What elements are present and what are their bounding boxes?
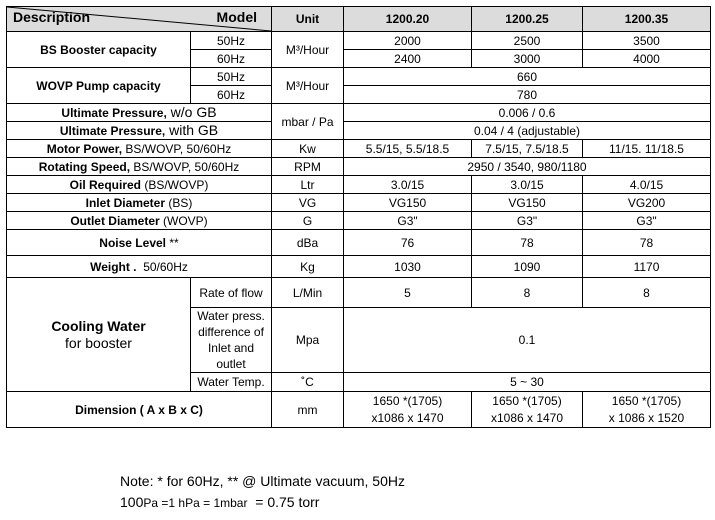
cooling-rate-row (7, 278, 711, 308)
note-line-1: Note: * for 60Hz, ** @ Ultimate vacuum, 50Hz (120, 473, 405, 489)
description-model-header (7, 7, 272, 32)
dimension-m1-line2: x1086 x 1470 (371, 410, 444, 425)
weight-main: Weight . (90, 259, 137, 274)
rate-of-flow-m3: 8 (583, 278, 711, 308)
weight-unit: Kg (272, 256, 344, 278)
oil-required-main: Oil Required (69, 177, 141, 192)
dimension-unit: mm (272, 392, 344, 428)
ultimate-wo-gb-main: Ultimate Pressure, (61, 106, 167, 120)
oil-required-row (7, 176, 711, 194)
description-header: Description (13, 9, 91, 25)
rate-of-flow-m2: 8 (472, 278, 583, 308)
dimension-m3 (583, 392, 711, 428)
ultimate-with-gb-value: 0.04 / 4 (adjustable) (344, 122, 711, 140)
weight-m2: 1090 (472, 256, 583, 278)
inlet-diameter-m2: VG150 (472, 194, 583, 212)
note-mbar: 1mbar (213, 496, 248, 510)
inlet-diameter-sub: (BS) (165, 195, 193, 210)
ultimate-with-gb-row (7, 122, 711, 140)
water-temp-label: Water Temp. (191, 373, 272, 392)
unit-header: Unit (272, 7, 344, 32)
bs-booster-60-m1: 2400 (344, 50, 472, 68)
dimension-row (7, 392, 711, 428)
outlet-diameter-main: Outlet Diameter (70, 213, 160, 228)
outlet-diameter-label (7, 212, 272, 230)
ultimate-with-gb-main: Ultimate Pressure, (59, 124, 166, 138)
header-row (7, 7, 711, 32)
model-3-header: 1200.35 (583, 7, 711, 32)
wovp-freq-60: 60Hz (191, 86, 272, 104)
wovp-unit: M³/Hour (272, 68, 344, 104)
oil-required-m3: 4.0/15 (583, 176, 711, 194)
ultimate-wo-gb-row (7, 104, 711, 122)
noise-level-m2: 78 (472, 230, 583, 256)
outlet-diameter-row (7, 212, 711, 230)
noise-level-row (7, 230, 711, 256)
wovp-freq-50: 50Hz (191, 68, 272, 86)
ultimate-with-gb-sub: with GB (165, 122, 219, 138)
spec-table (6, 6, 711, 428)
inlet-diameter-row (7, 194, 711, 212)
noise-level-sub: ** (166, 235, 179, 250)
motor-power-m2: 7.5/15, 7.5/18.5 (472, 140, 583, 158)
dimension-label: Dimension ( A x B x C) (7, 392, 272, 428)
bs-booster-label: BS Booster capacity (7, 32, 191, 68)
oil-required-m2: 3.0/15 (472, 176, 583, 194)
dimension-m3-line2: x 1086 x 1520 (608, 410, 685, 425)
model-header: Model (216, 9, 257, 25)
rate-of-flow-unit: L/Min (272, 278, 344, 308)
rotating-speed-main: Rotating Speed, (38, 159, 131, 174)
noise-level-label (7, 230, 272, 256)
motor-power-unit: Kw (272, 140, 344, 158)
note-torr: = 0.75 torr (247, 494, 320, 510)
bs-booster-60-m2: 3000 (472, 50, 583, 68)
rotating-speed-label (7, 158, 272, 176)
dimension-m1-line1: 1650 *(1705) (372, 393, 443, 408)
ultimate-unit: mbar / Pa (272, 104, 344, 140)
bs-booster-freq-50: 50Hz (191, 32, 272, 50)
motor-power-m1: 5.5/15, 5.5/18.5 (344, 140, 472, 158)
bs-booster-50-m3: 3500 (583, 32, 711, 50)
note-eq1: =1 (158, 496, 179, 510)
note-hpa: hPa (178, 496, 200, 510)
outlet-diameter-m1: G3" (344, 212, 472, 230)
inlet-diameter-unit: VG (272, 194, 344, 212)
weight-sub: 50/60Hz (136, 259, 188, 274)
oil-required-m1: 3.0/15 (344, 176, 472, 194)
weight-m3: 1170 (583, 256, 711, 278)
model-1-header: 1200.20 (344, 7, 472, 32)
inlet-diameter-label (7, 194, 272, 212)
inlet-diameter-m1: VG150 (344, 194, 472, 212)
cooling-water-sub: for booster (65, 334, 132, 351)
dimension-m2-line2: x1086 x 1470 (490, 410, 564, 425)
water-press-value: 0.1 (344, 308, 711, 373)
bs-booster-unit: M³/Hour (272, 32, 344, 68)
oil-required-unit: Ltr (272, 176, 344, 194)
water-press-label: Water press. difference of Inlet and outlet (191, 308, 272, 373)
outlet-diameter-m3: G3" (583, 212, 711, 230)
outlet-diameter-unit: G (272, 212, 344, 230)
outlet-diameter-m2: G3" (472, 212, 583, 230)
noise-level-m1: 76 (344, 230, 472, 256)
dimension-m2 (472, 392, 583, 428)
bs-booster-50-m2: 2500 (472, 32, 583, 50)
motor-power-label (7, 140, 272, 158)
ultimate-with-gb-label (7, 122, 272, 140)
rate-of-flow-label: Rate of flow (191, 278, 272, 308)
water-press-unit: Mpa (272, 308, 344, 373)
weight-label (7, 256, 272, 278)
cooling-water-label (7, 278, 191, 392)
inlet-diameter-main: Inlet Diameter (85, 195, 165, 210)
note-100: 100 (120, 494, 144, 510)
motor-power-row (7, 140, 711, 158)
water-temp-value: 5 ~ 30 (344, 373, 711, 392)
noise-level-m3: 78 (583, 230, 711, 256)
dimension-m1 (344, 392, 472, 428)
outlet-diameter-sub: (WOVP) (159, 213, 208, 228)
ultimate-wo-gb-sub: w/o GB (166, 104, 217, 120)
rotating-speed-row (7, 158, 711, 176)
cooling-water-main: Cooling Water (51, 317, 146, 334)
motor-power-sub: BS/WOVP, 50/60Hz (122, 141, 232, 156)
note-line-2 (120, 494, 319, 510)
noise-level-main: Noise Level (99, 235, 166, 250)
note-pa: Pa (143, 496, 159, 510)
dimension-m3-line1: 1650 *(1705) (611, 393, 682, 408)
wovp-row-50 (7, 68, 711, 86)
rotating-speed-value: 2950 / 3540, 980/1180 (344, 158, 711, 176)
wovp-label: WOVP Pump capacity (7, 68, 191, 104)
weight-row (7, 256, 711, 278)
motor-power-main: Motor Power, (46, 141, 123, 156)
bs-booster-60-m3: 4000 (583, 50, 711, 68)
bs-booster-freq-60: 60Hz (191, 50, 272, 68)
ultimate-wo-gb-value: 0.006 / 0.6 (344, 104, 711, 122)
ultimate-wo-gb-label (7, 104, 272, 122)
rate-of-flow-m1: 5 (344, 278, 472, 308)
dimension-m2-line1: 1650 *(1705) (492, 393, 562, 408)
oil-required-sub: (BS/WOVP) (141, 177, 209, 192)
rotating-speed-unit: RPM (272, 158, 344, 176)
inlet-diameter-m3: VG200 (583, 194, 711, 212)
weight-m1: 1030 (344, 256, 472, 278)
water-temp-unit: ˚C (272, 373, 344, 392)
noise-level-unit: dBa (272, 230, 344, 256)
model-2-header: 1200.25 (472, 7, 583, 32)
wovp-50-value: 660 (344, 68, 711, 86)
wovp-60-value: 780 (344, 86, 711, 104)
note-eq2: = (199, 496, 214, 510)
bs-booster-50-m1: 2000 (344, 32, 472, 50)
motor-power-m3: 11/15. 11/18.5 (583, 140, 711, 158)
rotating-speed-sub: BS/WOVP, 50/60Hz (130, 159, 240, 174)
bs-booster-row-50 (7, 32, 711, 50)
oil-required-label (7, 176, 272, 194)
